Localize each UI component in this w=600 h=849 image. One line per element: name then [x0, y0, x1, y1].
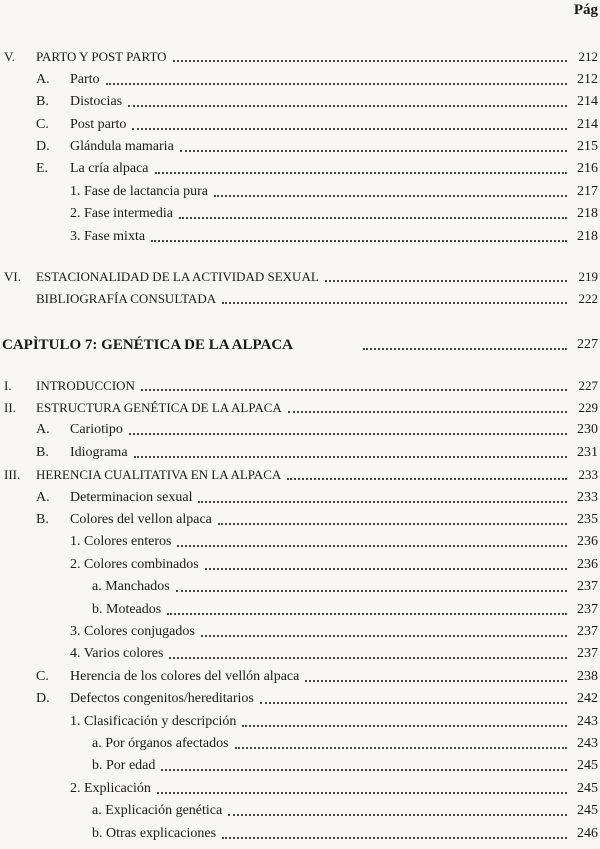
toc-page-number: 236	[577, 556, 598, 572]
toc-entry-por-organos[interactable]	[0, 731, 600, 753]
toc-entry-colores-vellon[interactable]	[0, 507, 600, 529]
toc-number: V.	[4, 49, 15, 65]
toc-title: a. Manchados	[92, 579, 170, 595]
dot-leader	[205, 567, 567, 570]
toc-page-number: 227	[578, 377, 598, 393]
toc-entry-cariotipo[interactable]	[0, 417, 600, 439]
dot-leader	[363, 347, 567, 350]
toc-page-number: 215	[577, 138, 598, 154]
toc-number: II.	[4, 400, 16, 416]
toc-title: 3. Fase mixta	[70, 228, 146, 244]
dot-leader	[180, 149, 567, 152]
toc-entry-colores-combinados[interactable]	[0, 551, 600, 573]
toc-entry-colores-enteros[interactable]	[0, 529, 600, 551]
dot-leader	[169, 656, 567, 659]
dot-leader	[228, 813, 567, 816]
toc-title: Idiograma	[70, 444, 128, 460]
toc-page-number: 246	[577, 825, 598, 841]
toc-page-number: 237	[577, 579, 598, 595]
toc-page-number: 245	[577, 780, 598, 796]
toc-title: 1. Clasificación y descripción	[70, 713, 237, 729]
dot-leader	[161, 768, 567, 771]
toc-title: 2. Fase intermedia	[70, 206, 174, 222]
dot-leader	[106, 82, 567, 85]
toc-entry-post-parto[interactable]	[0, 111, 600, 133]
toc-title: BIBLIOGRAFÍA CONSULTADA	[36, 291, 217, 307]
dot-leader	[173, 59, 567, 62]
dot-leader	[218, 522, 567, 525]
toc-page-number: 235	[577, 512, 598, 528]
dot-leader	[201, 634, 567, 637]
dot-leader	[155, 171, 568, 174]
toc-number: B.	[36, 94, 49, 110]
toc-page-number: 233	[577, 489, 598, 505]
dot-leader	[134, 455, 567, 458]
dot-leader	[176, 589, 567, 592]
dot-leader	[214, 194, 567, 197]
toc-title: a. Explicación genética	[92, 803, 223, 819]
toc-title: ESTRUCTURA GENÉTICA DE LA ALPACA	[36, 400, 282, 416]
table-of-contents	[0, 44, 600, 843]
toc-title: Colores del vellon alpaca	[70, 512, 212, 528]
toc-number: III.	[4, 467, 21, 483]
chapter-title: CAPÌTULO 7: GENÉTICA DE LA ALPACA	[2, 337, 294, 354]
toc-page-number: 227	[577, 337, 598, 353]
dot-leader	[132, 127, 567, 130]
toc-page-number: 217	[577, 183, 598, 199]
dot-leader	[198, 500, 567, 503]
toc-entry-idiograma[interactable]	[0, 439, 600, 461]
toc-title: b. Otras explicaciones	[92, 825, 217, 841]
toc-entry-por-edad[interactable]	[0, 753, 600, 775]
toc-entry-chapter-7[interactable]	[0, 326, 600, 354]
toc-page-number: 238	[577, 668, 598, 684]
toc-page-number: 229	[578, 400, 598, 416]
toc-title: PARTO Y POST PARTO	[36, 49, 167, 65]
dot-leader	[235, 746, 567, 749]
toc-title: 2. Explicación	[70, 780, 151, 796]
toc-entry-bibliografia[interactable]	[0, 286, 600, 308]
dot-leader	[177, 544, 567, 547]
toc-number: B.	[36, 512, 49, 528]
toc-title: Determinacion sexual	[70, 489, 193, 505]
toc-number: C.	[36, 116, 49, 132]
toc-title: HERENCIA CUALITATIVA EN LA ALPACA	[36, 467, 282, 483]
toc-number: B.	[36, 444, 49, 460]
toc-title: Glándula mamaria	[70, 138, 174, 154]
toc-entry-explicacion[interactable]	[0, 775, 600, 797]
toc-page-number: 243	[577, 713, 598, 729]
toc-entry-estructura-genetica[interactable]	[0, 395, 600, 417]
dot-leader	[179, 216, 567, 219]
toc-page-number: 236	[577, 534, 598, 550]
toc-entry-section-vi[interactable]	[0, 264, 600, 286]
toc-entry-fase-mixta[interactable]	[0, 223, 600, 245]
toc-number: VI.	[4, 268, 21, 284]
toc-page-number: 242	[577, 691, 598, 707]
toc-title: Parto	[70, 71, 100, 87]
toc-page-number: 218	[577, 228, 598, 244]
toc-entry-herencia-colores[interactable]	[0, 663, 600, 685]
toc-page-number: 218	[577, 206, 598, 222]
toc-page-number: 245	[577, 758, 598, 774]
toc-title: 3. Colores conjugados	[70, 623, 195, 639]
toc-number: A.	[36, 71, 50, 87]
dot-leader	[288, 410, 567, 413]
toc-page-number: 214	[577, 94, 598, 110]
toc-title: Post parto	[70, 116, 127, 132]
toc-title: 1. Fase de lactancia pura	[70, 183, 208, 199]
toc-page-number: 243	[577, 735, 598, 751]
toc-title: Defectos congenitos/hereditarios	[70, 691, 254, 707]
toc-entry-otras-explicaciones[interactable]	[0, 820, 600, 842]
toc-entry-distocias[interactable]	[0, 89, 600, 111]
spacer	[0, 354, 600, 372]
toc-number: D.	[36, 691, 50, 707]
toc-entry-determinacion-sexual[interactable]	[0, 484, 600, 506]
toc-page-number: 212	[578, 49, 598, 65]
toc-entry-herencia-cualitativa[interactable]	[0, 462, 600, 484]
dot-leader	[157, 791, 567, 794]
toc-entry-fase-intermedia[interactable]	[0, 201, 600, 223]
dot-leader	[141, 388, 567, 391]
page-column-header: Pág	[573, 2, 598, 18]
toc-page-number: 214	[577, 116, 598, 132]
toc-title: b. Por edad	[92, 758, 156, 774]
toc-entry-fase-lactancia[interactable]	[0, 178, 600, 200]
toc-number: A.	[36, 422, 50, 438]
toc-page-number: 237	[577, 601, 598, 617]
toc-title: 4. Varios colores	[70, 646, 164, 662]
toc-title: ESTACIONALIDAD DE LA ACTIVIDAD SEXUAL	[36, 268, 319, 284]
toc-number: A.	[36, 489, 50, 505]
toc-title: 2. Colores combinados	[70, 556, 199, 572]
dot-leader	[151, 239, 567, 242]
toc-entry-section-v[interactable]	[0, 44, 600, 66]
dot-leader	[242, 724, 567, 727]
toc-title: Herencia de los colores del vellón alpaca	[70, 668, 300, 684]
toc-page-number: 245	[577, 803, 598, 819]
toc-page-number: 237	[577, 623, 598, 639]
toc-entry-manchados[interactable]	[0, 574, 600, 596]
toc-page-number: 230	[577, 422, 598, 438]
toc-entry-explicacion-genetica[interactable]	[0, 798, 600, 820]
toc-entry-varios-colores[interactable]	[0, 641, 600, 663]
toc-page-number: 222	[578, 291, 598, 307]
dot-leader	[129, 432, 567, 435]
toc-entry-moteados[interactable]	[0, 596, 600, 618]
toc-title: INTRODUCCION	[36, 377, 135, 393]
toc-number: I.	[4, 377, 12, 393]
toc-entry-cria-alpaca[interactable]	[0, 156, 600, 178]
toc-entry-parto[interactable]	[0, 66, 600, 88]
toc-title: Cariotipo	[70, 422, 123, 438]
dot-leader	[260, 701, 567, 704]
dot-leader	[167, 612, 567, 615]
dot-leader	[222, 836, 567, 839]
toc-page-number: 237	[577, 646, 598, 662]
toc-title: b. Moteados	[92, 601, 162, 617]
dot-leader	[222, 301, 567, 304]
toc-entry-colores-conjugados[interactable]	[0, 619, 600, 641]
spacer	[0, 308, 600, 326]
dot-leader	[128, 104, 567, 107]
toc-page-number: 233	[578, 467, 598, 483]
toc-entry-glandula-mamaria[interactable]	[0, 134, 600, 156]
toc-page-number: 216	[577, 161, 598, 177]
dot-leader	[305, 679, 567, 682]
toc-page-number: 219	[578, 268, 598, 284]
dot-leader	[287, 477, 567, 480]
toc-entry-clasificacion[interactable]	[0, 708, 600, 730]
toc-number: E.	[36, 161, 49, 177]
dot-leader	[325, 279, 567, 282]
spacer	[0, 246, 600, 264]
toc-entry-introduccion[interactable]	[0, 372, 600, 394]
toc-entry-defectos-congenitos[interactable]	[0, 686, 600, 708]
toc-title: 1. Colores enteros	[70, 534, 172, 550]
toc-title: La cría alpaca	[70, 161, 149, 177]
toc-title: a. Por órganos afectados	[92, 735, 229, 751]
toc-number: C.	[36, 668, 49, 684]
toc-title: Distocias	[70, 94, 123, 110]
toc-page-number: 212	[577, 71, 598, 87]
toc-page-number: 231	[577, 444, 598, 460]
toc-number: D.	[36, 138, 50, 154]
